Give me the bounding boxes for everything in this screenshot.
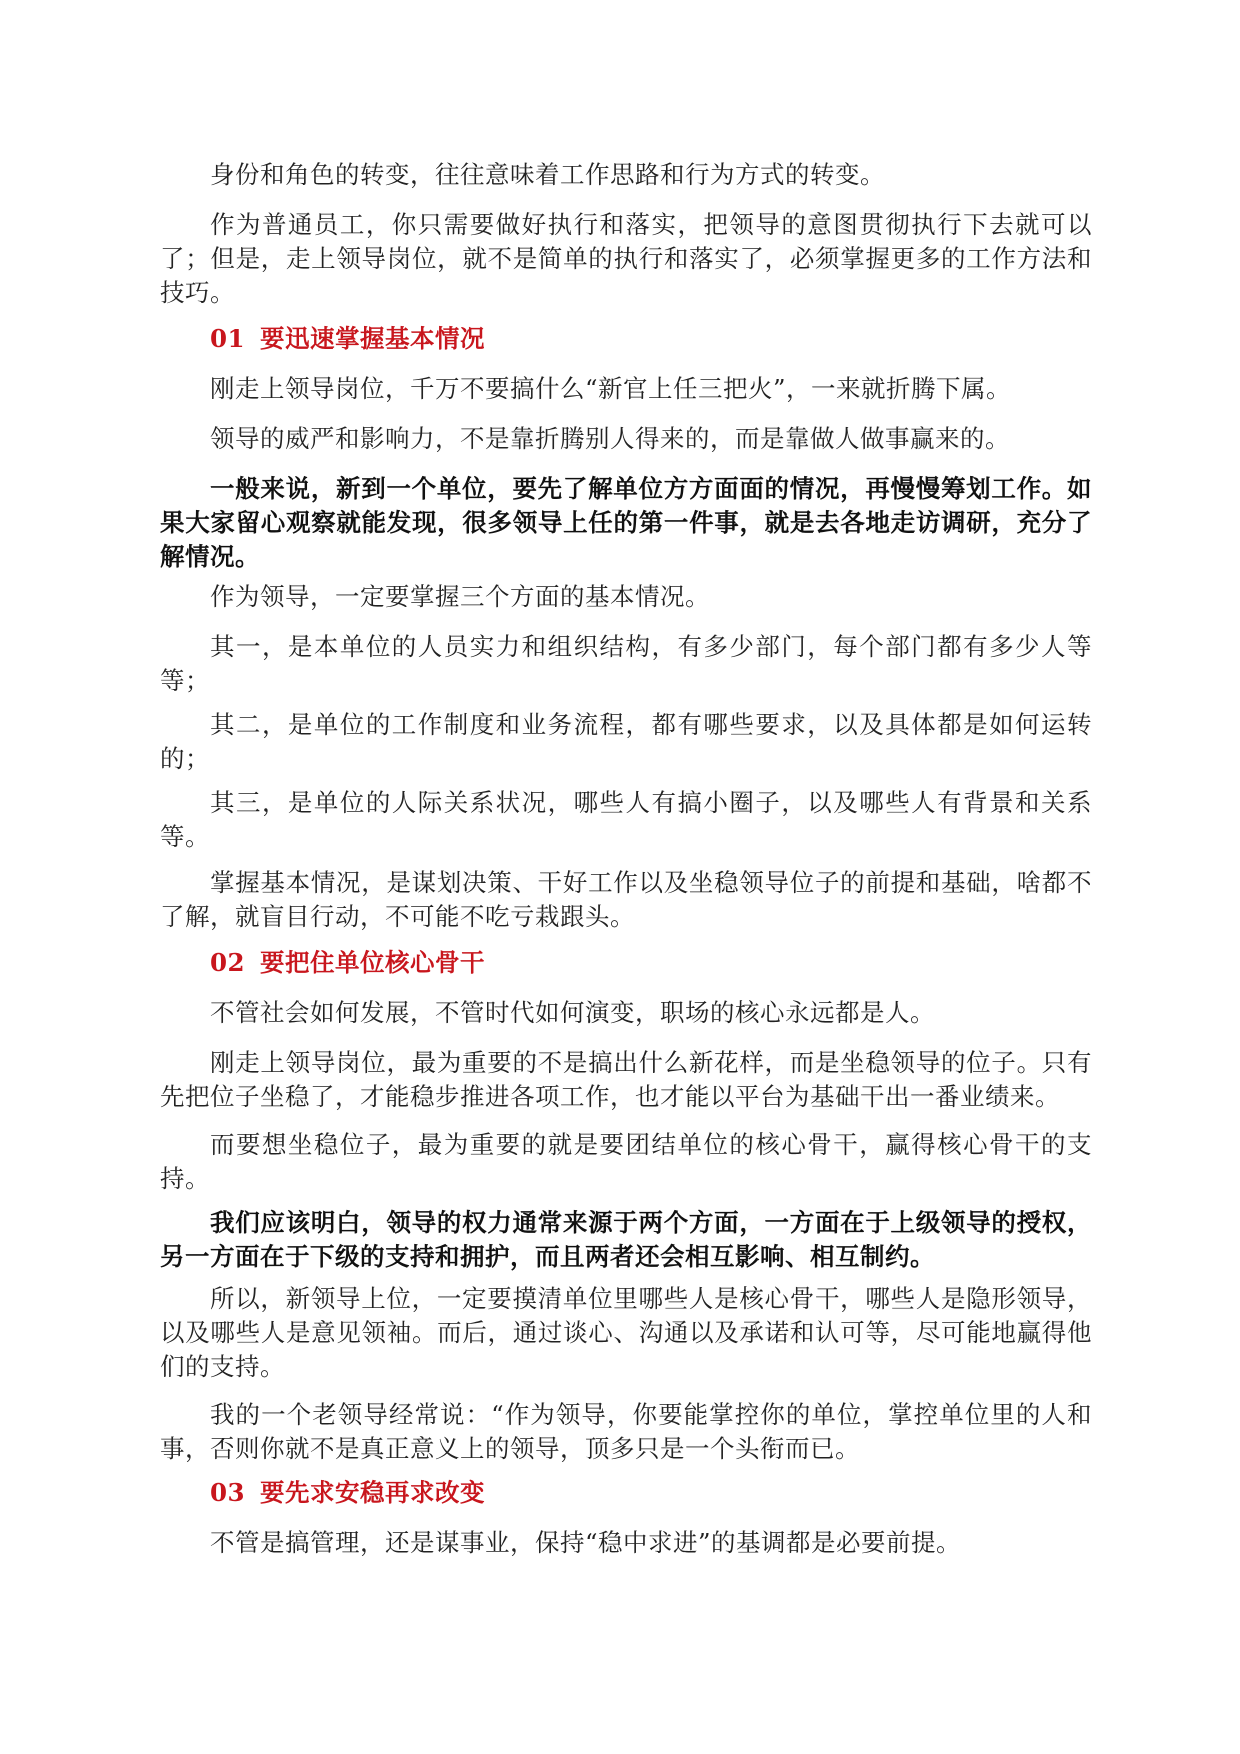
paragraph-s1-1: 刚走上领导岗位，千万不要搞什么“新官上任三把火”，一来就折腾下属。 — [210, 374, 1012, 403]
paragraph-s2-3: 而要想坐稳位子，最为重要的就是要团结单位的核心骨干，赢得核心骨干的支持。 — [160, 1130, 1092, 1193]
section-title: 要先求安稳再求改变 — [260, 1478, 485, 1507]
section-number: 02 — [210, 948, 246, 977]
paragraph-s1-2: 领导的威严和影响力，不是靠折腾别人得来的，而是靠做人做事赢来的。 — [210, 424, 1010, 453]
section-heading-03 — [210, 1476, 485, 1510]
paragraph-intro-2: 作为普通员工，你只需要做好执行和落实，把领导的意图贯彻执行下去就可以了；但是，走上领导岗位，就不是简单的执行和落实了，必须掌握更多的工作方法和技巧。 — [160, 210, 1092, 307]
paragraph-s1-summary: 掌握基本情况，是谋划决策、干好工作以及坐稳领导位子的前提和基础，啥都不了解，就盲目行动，不可能不吃亏栽跟头。 — [160, 868, 1092, 931]
paragraph-s2-4: 所以，新领导上位，一定要摸清单位里哪些人是核心骨干，哪些人是隐形领导，以及哪些人是意见领袖。而后，通过谈心、沟通以及承诺和认可等，尽可能地赢得他们的支持。 — [160, 1284, 1092, 1381]
section-number: 03 — [210, 1478, 246, 1507]
section-number: 01 — [210, 324, 246, 353]
paragraph-s2-1: 不管社会如何发展，不管时代如何演变，职场的核心永远都是人。 — [210, 998, 935, 1027]
paragraph-s2-quote: 我的一个老领导经常说：“作为领导，你要能掌控你的单位，掌控单位里的人和事，否则你就不是真正意义上的领导，顶多只是一个头衔而已。 — [160, 1400, 1092, 1463]
paragraph-s3-1: 不管是搞管理，还是谋事业，保持“稳中求进”的基调都是必要前提。 — [210, 1528, 962, 1557]
section-heading-01 — [210, 322, 485, 356]
paragraph-intro-1: 身份和角色的转变，往往意味着工作思路和行为方式的转变。 — [210, 160, 885, 189]
paragraph-s2-bold: 我们应该明白，领导的权力通常来源于两个方面，一方面在于上级领导的授权，另一方面在于下级的支持和拥护，而且两者还会相互影响、相互制约。 — [160, 1208, 1092, 1271]
paragraph-s1-item-1: 其一，是本单位的人员实力和组织结构，有多少部门，每个部门都有多少人等等； — [160, 632, 1092, 695]
paragraph-s1-3: 作为领导，一定要掌握三个方面的基本情况。 — [210, 582, 710, 611]
paragraph-s1-bold: 一般来说，新到一个单位，要先了解单位方方面面的情况，再慢慢筹划工作。如果大家留心观察就能发现，很多领导上任的第一件事，就是去各地走访调研，充分了解情况。 — [160, 474, 1092, 571]
paragraph-s2-2: 刚走上领导岗位，最为重要的不是搞出什么新花样，而是坐稳领导的位子。只有先把位子坐稳了，才能稳步推进各项工作，也才能以平台为基础干出一番业绩来。 — [160, 1048, 1092, 1111]
section-title: 要迅速掌握基本情况 — [260, 324, 485, 353]
paragraph-s1-item-3: 其三，是单位的人际关系状况，哪些人有搞小圈子，以及哪些人有背景和关系等。 — [160, 788, 1092, 851]
paragraph-s1-item-2: 其二，是单位的工作制度和业务流程，都有哪些要求，以及具体都是如何运转的； — [160, 710, 1092, 773]
section-heading-02 — [210, 946, 485, 980]
section-title: 要把住单位核心骨干 — [260, 948, 485, 977]
